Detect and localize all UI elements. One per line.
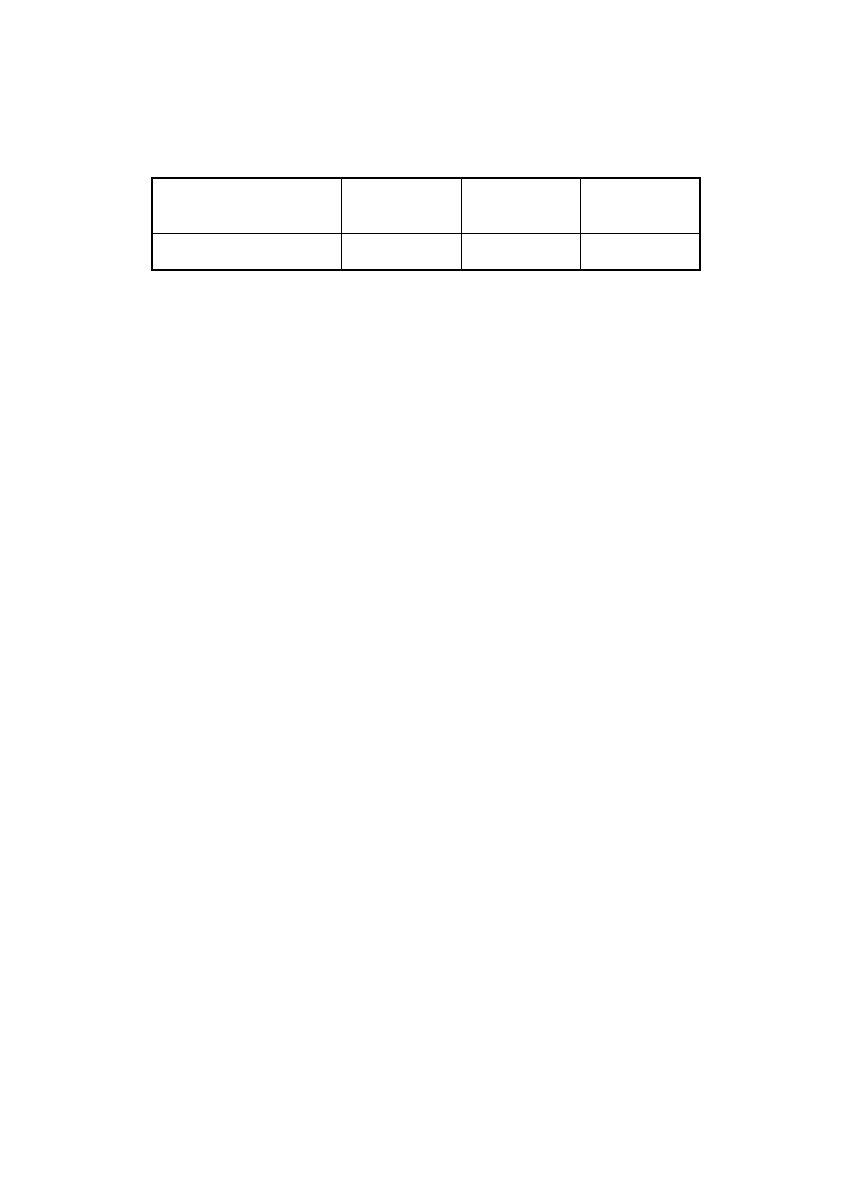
header-2017 [341, 178, 461, 234]
total-2018 [461, 234, 580, 271]
total-2017 [341, 234, 461, 271]
total-row [152, 234, 700, 271]
expenditure-table [151, 177, 701, 271]
total-label [152, 234, 341, 271]
header-item [152, 178, 341, 234]
header-2018 [461, 178, 580, 234]
header-change [580, 178, 700, 234]
total-note [580, 234, 700, 271]
table-header-row [152, 178, 700, 234]
